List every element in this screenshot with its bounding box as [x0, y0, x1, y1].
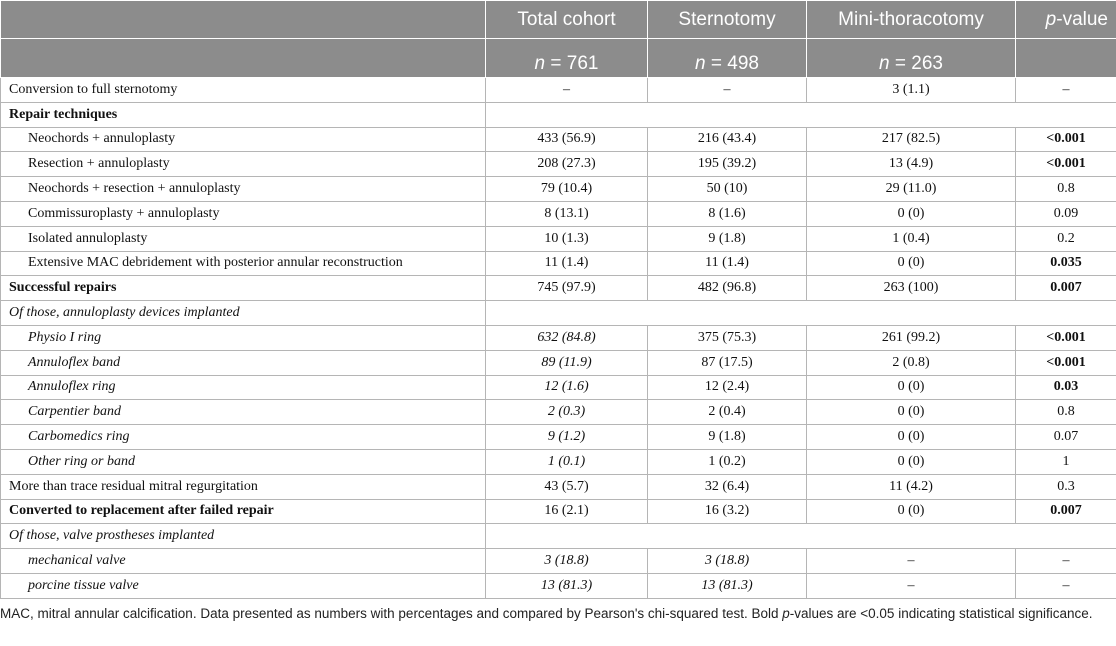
cell-total-cohort: 16 (2.1): [486, 499, 648, 524]
row-label: Repair techniques: [1, 102, 486, 127]
row-label: Isolated annuloplasty: [1, 226, 486, 251]
cell-sternotomy: 9 (1.8): [648, 226, 807, 251]
table-row: [1, 474, 1116, 499]
cell-mini-thoracotomy: 2 (0.8): [807, 350, 1016, 375]
cell-total-cohort: 43 (5.7): [486, 474, 648, 499]
row-label: Conversion to full sternotomy: [1, 78, 486, 103]
cell-sternotomy: 11 (1.4): [648, 251, 807, 276]
cell-mini-thoracotomy: 13 (4.9): [807, 152, 1016, 177]
table-row: [1, 499, 1116, 524]
header-mini-thoracotomy: Mini-thoracotomy: [807, 1, 1016, 39]
cell-p-value: 0.8: [1016, 400, 1116, 425]
cell-p-value: 0.2: [1016, 226, 1116, 251]
cell-sternotomy: 12 (2.4): [648, 375, 807, 400]
row-label: Converted to replacement after failed repair: [1, 499, 486, 524]
cell-total-cohort: 2 (0.3): [486, 400, 648, 425]
table-row: [1, 127, 1116, 152]
table-row: [1, 425, 1116, 450]
cell-mini-thoracotomy: 29 (11.0): [807, 177, 1016, 202]
table-footnote: MAC, mitral annular calcification. Data presented as numbers with percentages and compared by Pearson's chi-squared test. Bold p-values are <0.05 indicating statistical significance.: [0, 605, 1093, 621]
header-total-cohort: Total cohort: [486, 1, 648, 39]
cell-mini-thoracotomy: 0 (0): [807, 449, 1016, 474]
cell-total-cohort: 89 (11.9): [486, 350, 648, 375]
empty-cell: [807, 301, 1016, 326]
empty-cell: [648, 102, 807, 127]
empty-cell: [1016, 301, 1116, 326]
cell-p-value: 0.007: [1016, 276, 1116, 301]
row-label: Successful repairs: [1, 276, 486, 301]
cell-sternotomy: 2 (0.4): [648, 400, 807, 425]
cell-p-value: 1: [1016, 449, 1116, 474]
cell-total-cohort: 745 (97.9): [486, 276, 648, 301]
row-label: Other ring or band: [1, 449, 486, 474]
empty-cell: [486, 102, 648, 127]
table-row: [1, 177, 1116, 202]
header-empty: [1, 1, 486, 39]
table-row: [1, 325, 1116, 350]
cell-p-value: –: [1016, 78, 1116, 103]
table-row: [1, 251, 1116, 276]
table-row: [1, 449, 1116, 474]
table-row: [1, 276, 1116, 301]
cell-p-value: 0.07: [1016, 425, 1116, 450]
section-row: [1, 301, 1116, 326]
row-label: Carpentier band: [1, 400, 486, 425]
table-row: [1, 78, 1116, 103]
empty-cell: [807, 524, 1016, 549]
row-label: mechanical valve: [1, 549, 486, 574]
empty-cell: [648, 301, 807, 326]
row-label: porcine tissue valve: [1, 573, 486, 598]
header-n-p-empty: [1016, 39, 1116, 78]
cell-mini-thoracotomy: 0 (0): [807, 499, 1016, 524]
empty-cell: [1016, 102, 1116, 127]
header-n-empty: [1, 39, 486, 78]
row-label: Annuloflex ring: [1, 375, 486, 400]
row-label: Resection + annuloplasty: [1, 152, 486, 177]
empty-cell: [486, 301, 648, 326]
cell-total-cohort: 3 (18.8): [486, 549, 648, 574]
header-n-sternotomy: n = 498: [648, 39, 807, 78]
table-body: [1, 78, 1116, 599]
table-row: [1, 573, 1116, 598]
cell-p-value: <0.001: [1016, 350, 1116, 375]
cell-p-value: <0.001: [1016, 127, 1116, 152]
cell-sternotomy: 32 (6.4): [648, 474, 807, 499]
table-row: [1, 201, 1116, 226]
header-sternotomy: Sternotomy: [648, 1, 807, 39]
empty-cell: [648, 524, 807, 549]
cell-p-value: 0.035: [1016, 251, 1116, 276]
cell-total-cohort: 13 (81.3): [486, 573, 648, 598]
cell-p-value: 0.3: [1016, 474, 1116, 499]
empty-cell: [486, 524, 648, 549]
cell-total-cohort: 9 (1.2): [486, 425, 648, 450]
header-n-mini: n = 263: [807, 39, 1016, 78]
cell-sternotomy: 375 (75.3): [648, 325, 807, 350]
cell-sternotomy: 50 (10): [648, 177, 807, 202]
empty-cell: [1016, 524, 1116, 549]
section-row: [1, 524, 1116, 549]
row-label: Extensive MAC debridement with posterior annular reconstruction: [1, 251, 486, 276]
row-label: More than trace residual mitral regurgitation: [1, 474, 486, 499]
cell-p-value: –: [1016, 573, 1116, 598]
cell-mini-thoracotomy: 0 (0): [807, 251, 1016, 276]
cell-mini-thoracotomy: 1 (0.4): [807, 226, 1016, 251]
cell-p-value: <0.001: [1016, 152, 1116, 177]
cell-p-value: 0.8: [1016, 177, 1116, 202]
row-label: Neochords + annuloplasty: [1, 127, 486, 152]
cell-sternotomy: 216 (43.4): [648, 127, 807, 152]
cell-sternotomy: 482 (96.8): [648, 276, 807, 301]
cell-mini-thoracotomy: –: [807, 573, 1016, 598]
cell-mini-thoracotomy: 263 (100): [807, 276, 1016, 301]
cell-p-value: 0.03: [1016, 375, 1116, 400]
cell-sternotomy: 16 (3.2): [648, 499, 807, 524]
cell-mini-thoracotomy: 0 (0): [807, 400, 1016, 425]
cell-p-value: <0.001: [1016, 325, 1116, 350]
cell-total-cohort: 12 (1.6): [486, 375, 648, 400]
row-label: Of those, annuloplasty devices implanted: [1, 301, 486, 326]
cell-mini-thoracotomy: 261 (99.2): [807, 325, 1016, 350]
table-header: [1, 1, 1116, 78]
cell-total-cohort: 79 (10.4): [486, 177, 648, 202]
table-row: [1, 152, 1116, 177]
table-row: [1, 375, 1116, 400]
cell-total-cohort: –: [486, 78, 648, 103]
cell-p-value: 0.09: [1016, 201, 1116, 226]
cell-p-value: 0.007: [1016, 499, 1116, 524]
table-row: [1, 549, 1116, 574]
cell-sternotomy: 8 (1.6): [648, 201, 807, 226]
table-row: [1, 350, 1116, 375]
cell-mini-thoracotomy: 217 (82.5): [807, 127, 1016, 152]
cell-total-cohort: 10 (1.3): [486, 226, 648, 251]
header-n-total: n = 761: [486, 39, 648, 78]
table-row: [1, 226, 1116, 251]
cell-sternotomy: 1 (0.2): [648, 449, 807, 474]
cell-total-cohort: 8 (13.1): [486, 201, 648, 226]
row-label: Physio I ring: [1, 325, 486, 350]
cell-mini-thoracotomy: 11 (4.2): [807, 474, 1016, 499]
cell-total-cohort: 1 (0.1): [486, 449, 648, 474]
cell-sternotomy: –: [648, 78, 807, 103]
empty-cell: [807, 102, 1016, 127]
header-p-value: p-value: [1016, 1, 1116, 39]
cell-sternotomy: 9 (1.8): [648, 425, 807, 450]
row-label: Annuloflex band: [1, 350, 486, 375]
row-label: Carbomedics ring: [1, 425, 486, 450]
table-row: [1, 400, 1116, 425]
row-label: Neochords + resection + annuloplasty: [1, 177, 486, 202]
cell-sternotomy: 195 (39.2): [648, 152, 807, 177]
row-label: Of those, valve prostheses implanted: [1, 524, 486, 549]
cell-total-cohort: 433 (56.9): [486, 127, 648, 152]
cell-sternotomy: 87 (17.5): [648, 350, 807, 375]
section-row: [1, 102, 1116, 127]
cell-mini-thoracotomy: 0 (0): [807, 375, 1016, 400]
cell-p-value: –: [1016, 549, 1116, 574]
cell-total-cohort: 208 (27.3): [486, 152, 648, 177]
cell-sternotomy: 13 (81.3): [648, 573, 807, 598]
cell-mini-thoracotomy: 0 (0): [807, 425, 1016, 450]
cell-mini-thoracotomy: –: [807, 549, 1016, 574]
cell-total-cohort: 632 (84.8): [486, 325, 648, 350]
row-label: Commissuroplasty + annuloplasty: [1, 201, 486, 226]
cell-mini-thoracotomy: 3 (1.1): [807, 78, 1016, 103]
cell-total-cohort: 11 (1.4): [486, 251, 648, 276]
cell-mini-thoracotomy: 0 (0): [807, 201, 1016, 226]
cell-sternotomy: 3 (18.8): [648, 549, 807, 574]
